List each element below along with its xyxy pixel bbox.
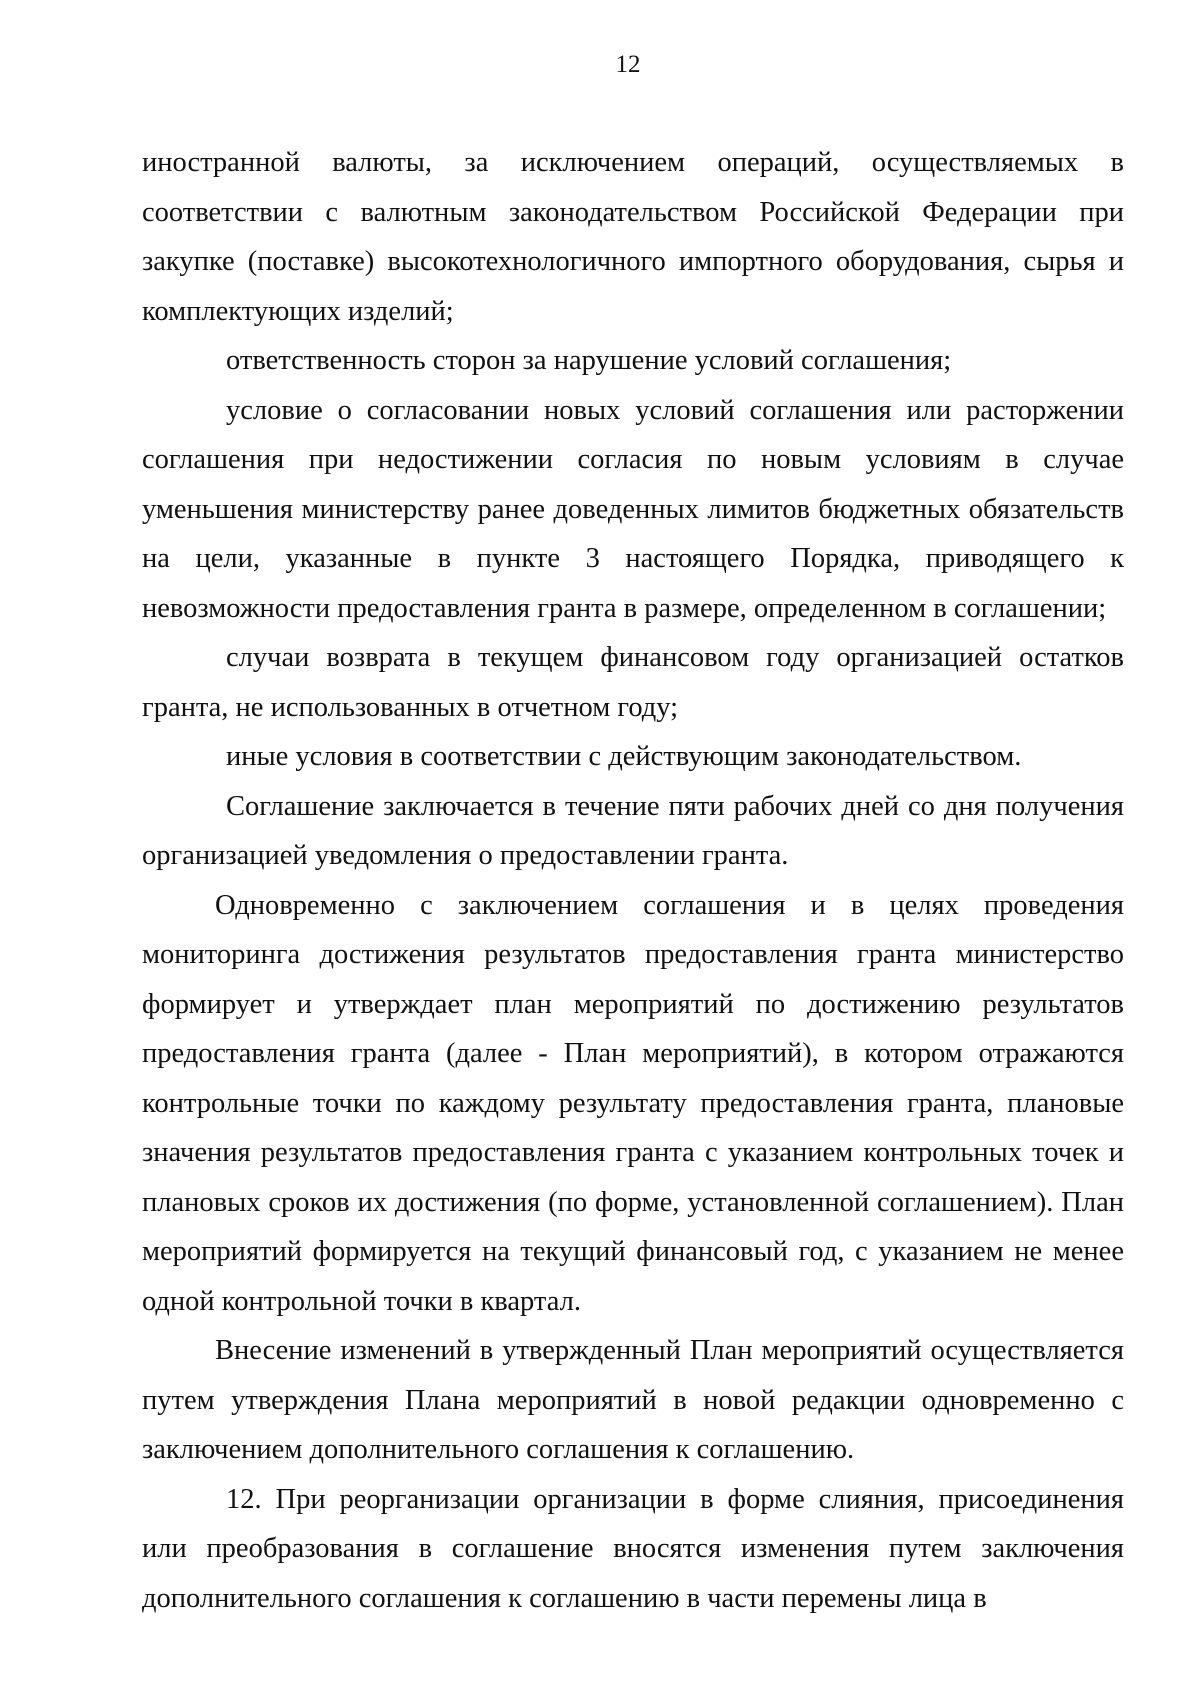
paragraph-other-conditions: иные условия в соответствии с действующим законодательством.	[226, 741, 1022, 772]
paragraph-monitoring-plan: Одновременно с заключением соглашения и в целях проведения мониторинга достижения результатов предоставления гранта министерство формирует и утверждает план мероприятий по достижению результатов предоставления гранта (далее - План мероприятий), в котором отражаются контрольные точки по каждому результату предоставления гранта, плановые значения результатов предоставления гранта с указанием контрольных точек и плановых сроков их достижения (по форме, установленной соглашением). План мероприятий формируется на текущий финансовый год, с указанием не менее одной контрольной точки в квартал.	[142, 889, 1124, 1317]
paragraph-currency-operations: иностранной валюты, за исключением операций, осуществляемых в соответствии с валютным законодательством Российской Федерации при закупке (поставке) высокотехнологичного импортного оборудования, сырья и комплектующих изделий;	[142, 147, 1124, 327]
paragraph-new-conditions: условие о согласовании новых условий соглашения или расторжении соглашения при недостижении согласия по новым условиям в случае уменьшения министерству ранее доведенных лимитов бюджетных обязательств на цели, указанные в пункте 3 настоящего Порядка, приводящего к невозможности предоставления гранта в размере, определенном в соглашении;	[142, 394, 1124, 624]
paragraph-agreement-term: Соглашение заключается в течение пяти рабочих дней со дня получения организацией уведомления о предоставлении гранта.	[142, 790, 1124, 871]
paragraph-plan-changes: Внесение изменений в утвержденный План мероприятий осуществляется путем утверждения Плана мероприятий в новой редакции одновременно с заключением дополнительного соглашения к соглашению.	[142, 1335, 1124, 1465]
paragraph-liability: ответственность сторон за нарушение условий соглашения;	[226, 345, 952, 376]
paragraph-reorganization: 12. При реорганизации организации в форме слияния, присоединения или преобразования в соглашение вносятся изменения путем заключения дополнительного соглашения к соглашению в части перемены лица в	[142, 1483, 1124, 1614]
paragraph-grant-return: случаи возврата в текущем финансовом году организацией остатков гранта, не использованных в отчетном году;	[142, 642, 1124, 723]
page-number: 12	[615, 51, 641, 78]
document-body	[142, 138, 1124, 1623]
